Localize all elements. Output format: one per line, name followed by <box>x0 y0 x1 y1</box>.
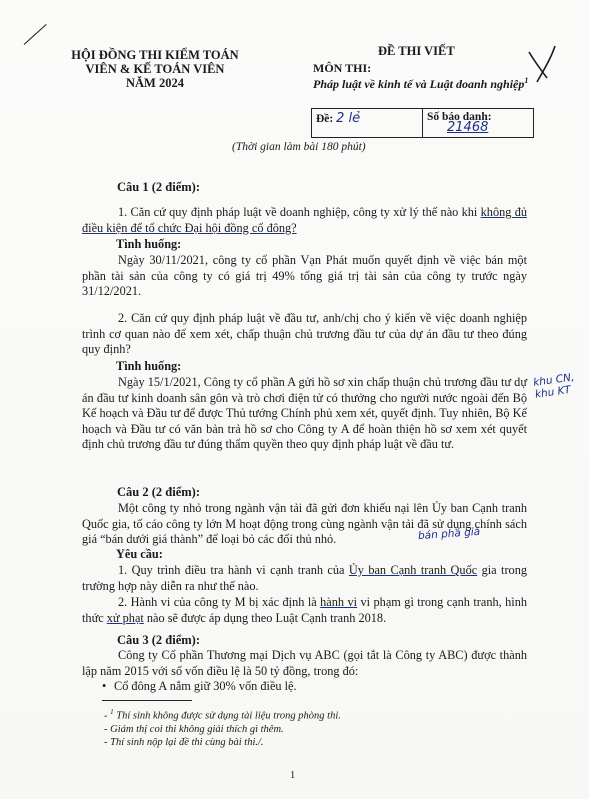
footnote-1-text: Thí sinh không được sử dụng tài liệu trong phòng thi. <box>116 710 341 722</box>
footnote-2-text: Giám thị coi thi không giải thích gì thêm. <box>110 723 284 735</box>
q2-requirement-1 <box>82 563 527 594</box>
bullet-dot-icon: • <box>102 679 107 693</box>
footnote-1: - $^1$ Thí sinh không được sử dụng tài liệu trong phòng thi. <box>104 708 341 722</box>
q2-r2-text-b: vi phạm gì trong cạnh tranh, hình thức <box>82 595 528 625</box>
margin-note-1 <box>533 371 577 401</box>
q1-situation-2-label: Tình huống: <box>116 359 182 373</box>
margin-note-1-line-2: khu KT <box>534 383 572 401</box>
q2-r1-underlined: Ủy ban Cạnh tranh Quốc <box>348 563 478 577</box>
q2-r1-text-a: 1. Quy trình điều tra hành vi cạnh tranh của <box>118 563 349 577</box>
footnote-2: - Giám thị coi thi không giải thích gì thêm. <box>104 723 284 735</box>
subject-footnote-mark: 1 <box>524 76 529 85</box>
de-box <box>312 109 422 137</box>
organization-header <box>55 48 255 90</box>
sbd-value: 21468 <box>447 120 489 135</box>
footnote-3-text: Thí sinh nộp lại đề thi cùng bài thi./. <box>110 736 264 748</box>
q2-r2-underlined-1: hành vi <box>320 595 358 609</box>
exam-title: ĐỀ THI VIẾT <box>378 44 455 58</box>
q2-text: Một công ty nhỏ trong ngành vận tải đã gửi đơn khiếu nại lên Ủy ban Cạnh tranh Quốc gia, tố cáo công ty lớn M hoạt động trong cùng ngành vận tải đã sử dụng chính sách giá “bán dưới giá thành” để loại bỏ các đối thủ nhỏ. <box>82 501 527 547</box>
page-number: 1 <box>290 770 296 781</box>
q1-situation-1-label: Tình huống: <box>116 237 182 251</box>
q3-bullet-1-text: Cổ đông A nắm giữ 30% vốn điều lệ. <box>114 679 297 693</box>
org-line-3: NĂM 2024 <box>126 76 184 90</box>
q1-paragraph-1 <box>82 205 527 236</box>
q3-text: Công ty Cổ phần Thương mại Dịch vụ ABC (gọi tắt là Công ty ABC) được thành lập năm 2015 với số vốn điều lệ là 50 tỷ đồng, trong đó: <box>82 648 527 678</box>
q3-bullet-1 <box>102 679 522 695</box>
q1-situation-2-text: Ngày 15/1/2021, Công ty cổ phần A gửi hồ sơ xin chấp thuận chủ trương đầu tư dự án đầu tư kinh doanh sân gôn và trò chơi điện tử có thưởng cho người nước ngoài đến Bộ Kế hoạch và Đầu tư để được Thủ tướng Chính phủ xem xét, quyết định. Tuy nhiên, Bộ Kế hoạch và Đầu tư có văn bản trả hồ sơ cho Công ty A để hoàn thiện hồ sơ xem xét quyết định chủ trương đầu tư đúng thẩm quyền theo quy định pháp luật về đầu tư. <box>82 375 527 452</box>
pen-mark-top-left <box>24 24 47 45</box>
footnote-3: - Thí sinh nộp lại đề thi cùng bài thi./. <box>104 736 264 748</box>
q2-r2-text-c: nào sẽ được áp dụng theo Luật Cạnh tranh 2018. <box>143 610 387 625</box>
footnote-rule <box>102 700 192 701</box>
q2-r1-text-b: gia trong trường hợp này diễn ra như thế nào. <box>82 563 527 593</box>
de-label: Đề: <box>316 113 334 125</box>
q2-margin-note: bán phá giá <box>417 525 481 543</box>
org-line-1: HỘI ĐỒNG THI KIỂM TOÁN <box>71 48 239 62</box>
q3-heading: Câu 3 (2 điểm): <box>117 633 200 647</box>
org-line-2: VIÊN & KẾ TOÁN VIÊN <box>85 62 225 76</box>
footnotes <box>104 706 404 749</box>
margin-note-1-line-1: khu CN, <box>532 371 576 389</box>
de-value: 2 lẻ <box>336 111 361 126</box>
q2-r2-underlined-2: xử phạt <box>106 610 144 625</box>
q1-paragraph-2: 2. Căn cứ quy định pháp luật về đầu tư, anh/chị cho ý kiến về việc doanh nghiệp trình cơ quan nào để xem xét, chấp thuận chủ trương đầu tư của dự án đầu tư theo đúng quy định? <box>82 311 527 357</box>
q2-r2-text-a: 2. Hành vi của công ty M bị xác định là <box>118 595 321 609</box>
q1-heading: Câu 1 (2 điểm): <box>117 180 200 194</box>
q2-requirement-2 <box>82 595 527 626</box>
subject-label: MÔN THI: <box>313 61 372 75</box>
time-note: (Thời gian làm bài 180 phút) <box>232 141 366 153</box>
sbd-label: Số báo danh: <box>427 111 492 123</box>
footnote-1-mark: 1 <box>110 708 114 716</box>
q2-requirement-label: Yêu cầu: <box>116 547 163 561</box>
q1-p1-underlined: không đủ điều kiện để tổ chức Đại hội đồng cổ đông? <box>82 205 527 235</box>
q1-p1-text: 1. Căn cứ quy định pháp luật về doanh nghiệp, công ty xử lý thế nào khi <box>118 205 481 219</box>
sbd-box <box>422 109 533 137</box>
subject-value <box>313 74 553 91</box>
exam-info-boxes <box>311 108 534 138</box>
q1-situation-1-text: Ngày 30/11/2021, công ty cổ phần Vạn Phát muốn quyết định về việc bán một phần tài sản của công ty có giá trị 49% tổng giá trị tài sản của công ty trước ngày 31/12/2021. <box>82 253 527 299</box>
subject-text: Pháp luật về kinh tế và Luật doanh nghiệp <box>313 77 525 91</box>
q2-heading: Câu 2 (2 điểm): <box>117 485 200 499</box>
